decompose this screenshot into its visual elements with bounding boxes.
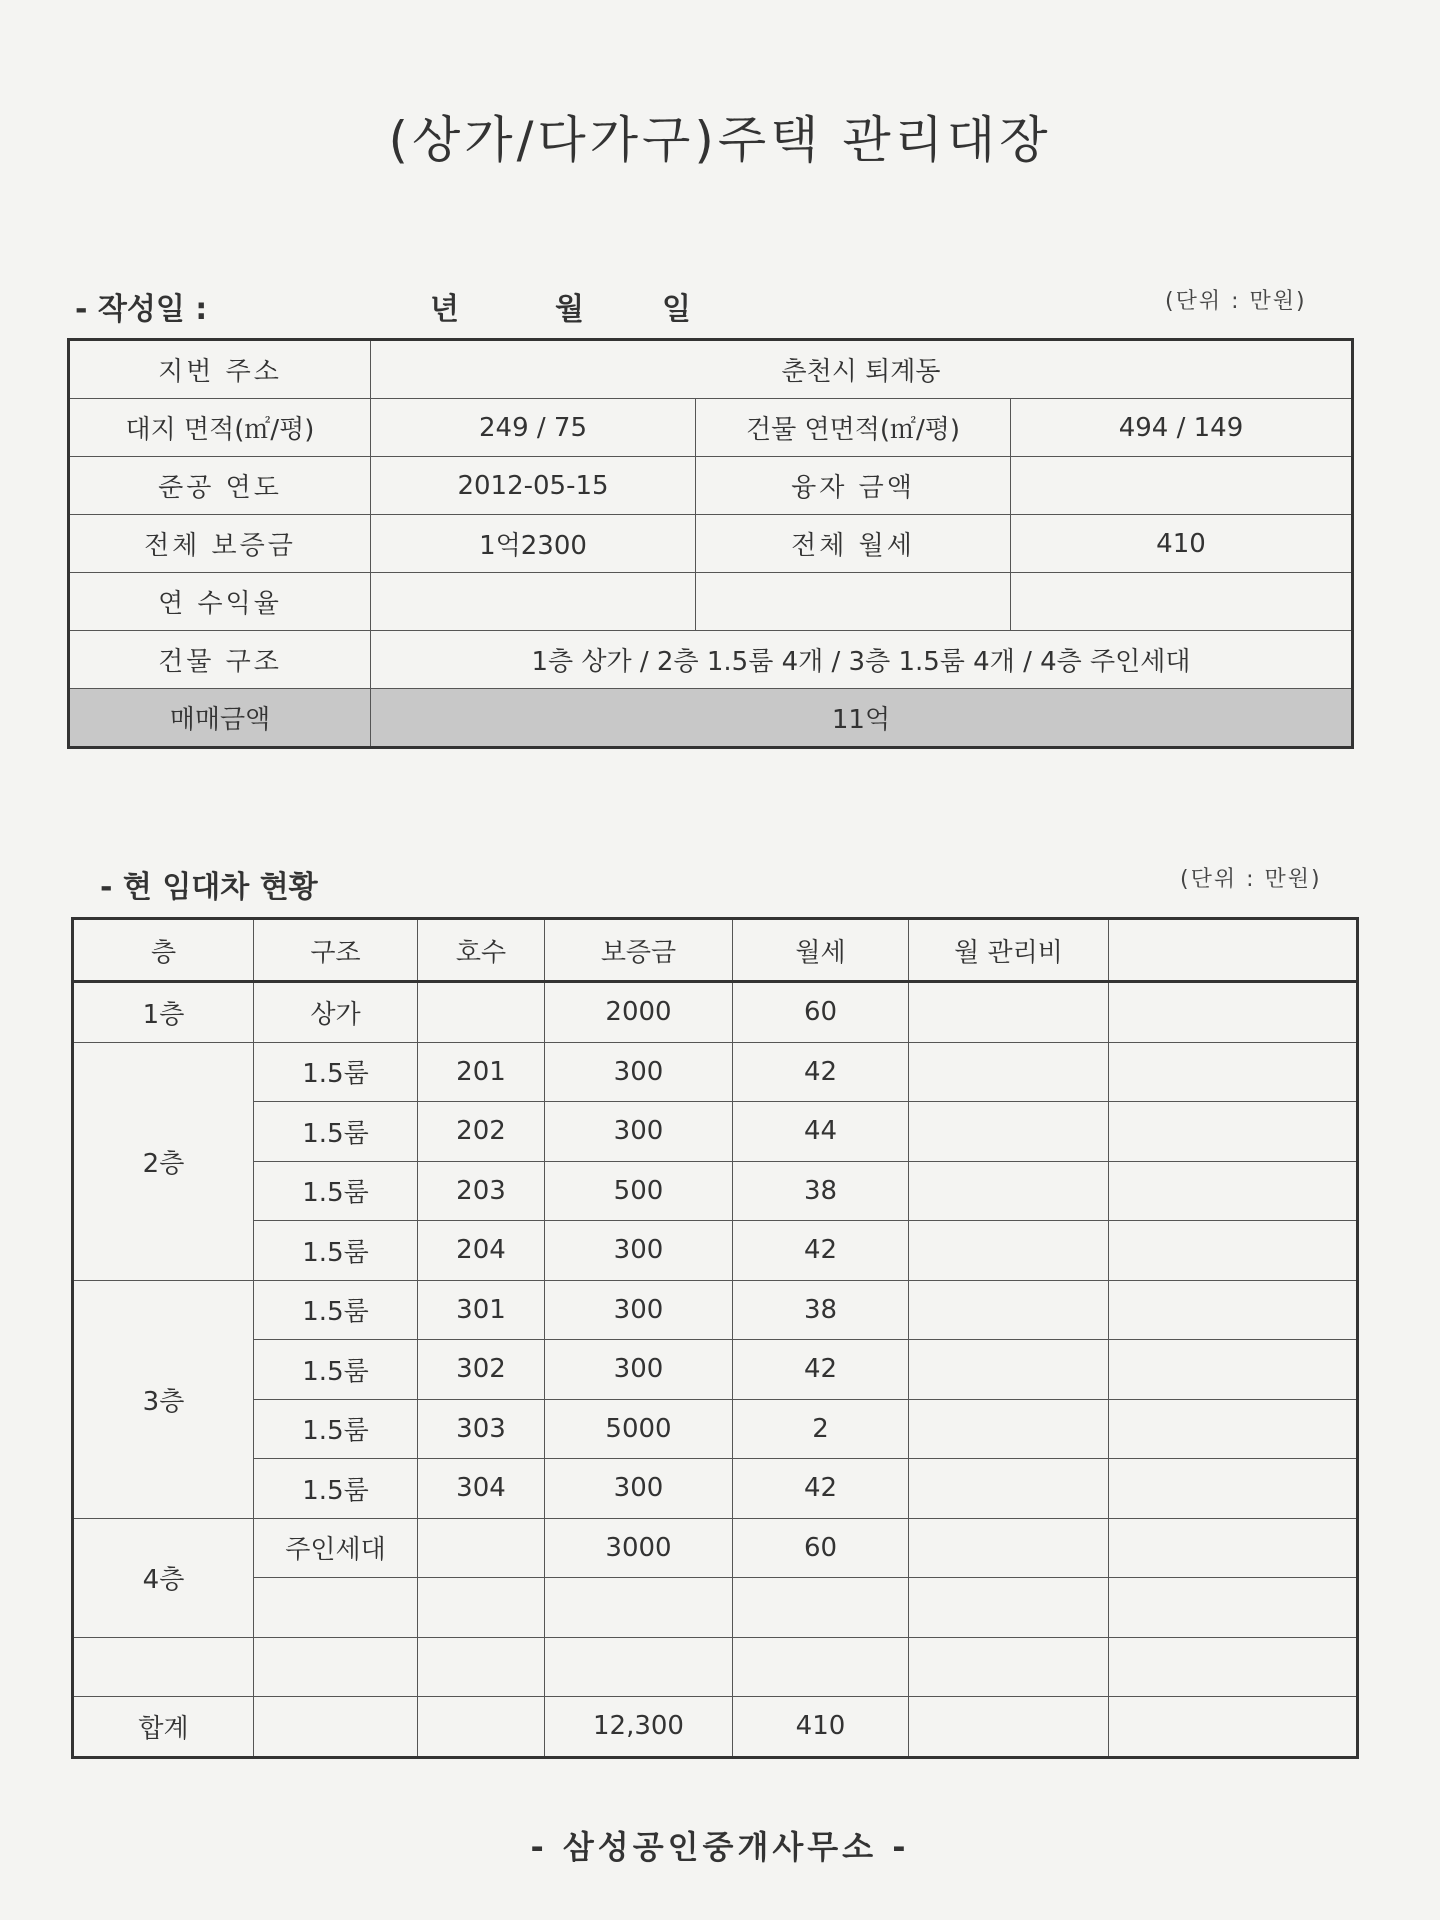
lease-section-label: - 현 임대차 현황 xyxy=(100,870,318,905)
maintenance-cell xyxy=(909,1102,1109,1162)
structure-cell: 1.5룸 xyxy=(254,1399,418,1459)
deposit-cell: 2000 xyxy=(545,982,733,1043)
total-row xyxy=(73,1697,1358,1758)
unit-label-top: (단위 : 만원) xyxy=(1165,289,1307,314)
unit-cell: 303 xyxy=(418,1399,545,1459)
table-row xyxy=(73,1221,1358,1281)
deposit-cell: 300 xyxy=(545,1221,733,1281)
floor-cell: 2층 xyxy=(73,1042,254,1280)
completion-value: 2012-05-15 xyxy=(371,457,696,515)
structure-cell xyxy=(254,1637,418,1697)
deposit-label: 전체 보증금 xyxy=(69,515,371,573)
maintenance-cell xyxy=(909,1578,1109,1638)
extra-cell xyxy=(1109,1399,1358,1459)
property-info-table xyxy=(67,338,1354,749)
structure-cell: 상가 xyxy=(254,982,418,1043)
unit-cell: 201 xyxy=(418,1042,545,1102)
maintenance-cell xyxy=(909,1399,1109,1459)
floor-area-value: 494 / 149 xyxy=(1011,399,1353,457)
floor-cell: 4층 xyxy=(73,1518,254,1637)
maintenance-cell xyxy=(909,1161,1109,1221)
office-name-footer: - 삼성공인중개사무소 - xyxy=(530,1828,910,1866)
maintenance-cell xyxy=(909,1221,1109,1281)
maintenance-cell xyxy=(909,1280,1109,1340)
extra-cell xyxy=(1109,1221,1358,1281)
unit-cell: 302 xyxy=(418,1340,545,1400)
deposit-cell xyxy=(545,1578,733,1638)
extra-cell xyxy=(1109,1102,1358,1162)
structure-cell: 1.5룸 xyxy=(254,1042,418,1102)
structure-cell: 1.5룸 xyxy=(254,1280,418,1340)
extra-cell xyxy=(1109,1697,1358,1758)
structure-cell: 주인세대 xyxy=(254,1518,418,1578)
header-deposit: 보증금 xyxy=(545,919,733,982)
maintenance-cell xyxy=(909,1697,1109,1758)
empty-cell xyxy=(1011,573,1353,631)
document-title: (상가/다가구)주택 관리대장 xyxy=(388,111,1052,169)
rent-cell xyxy=(733,1578,909,1638)
rent-cell: 42 xyxy=(733,1221,909,1281)
table-row xyxy=(73,1340,1358,1400)
table-row xyxy=(73,1161,1358,1221)
table-row xyxy=(73,1399,1358,1459)
deposit-cell: 300 xyxy=(545,1280,733,1340)
structure-cell: 1.5룸 xyxy=(254,1161,418,1221)
unit-cell xyxy=(418,1697,545,1758)
deposit-cell: 300 xyxy=(545,1102,733,1162)
unit-cell xyxy=(418,982,545,1043)
rent-cell: 42 xyxy=(733,1340,909,1400)
structure-cell: 1.5룸 xyxy=(254,1221,418,1281)
deposit-cell: 5000 xyxy=(545,1399,733,1459)
written-date-month: 월 xyxy=(555,292,584,327)
maintenance-cell xyxy=(909,1518,1109,1578)
written-date-label: - 작성일 : xyxy=(75,292,208,327)
extra-cell xyxy=(1109,1637,1358,1697)
unit-cell: 304 xyxy=(418,1459,545,1519)
table-row xyxy=(73,1102,1358,1162)
unit-cell: 204 xyxy=(418,1221,545,1281)
header-unit: 호수 xyxy=(418,919,545,982)
floor-cell: 1층 xyxy=(73,982,254,1043)
floor-area-label: 건물 연면적(㎡/평) xyxy=(696,399,1011,457)
extra-cell xyxy=(1109,1042,1358,1102)
table-row xyxy=(73,982,1358,1043)
written-date-day: 일 xyxy=(662,292,691,327)
structure-cell: 1.5룸 xyxy=(254,1102,418,1162)
empty-cell xyxy=(696,573,1011,631)
extra-cell xyxy=(1109,982,1358,1043)
extra-cell xyxy=(1109,1518,1358,1578)
yield-label: 연 수익율 xyxy=(69,573,371,631)
structure-value: 1층 상가 / 2층 1.5룸 4개 / 3층 1.5룸 4개 / 4층 주인세대 xyxy=(371,631,1353,689)
maintenance-cell xyxy=(909,982,1109,1043)
deposit-cell: 3000 xyxy=(545,1518,733,1578)
yield-value xyxy=(371,573,696,631)
floor-cell xyxy=(73,1637,254,1697)
maintenance-cell xyxy=(909,1459,1109,1519)
table-row xyxy=(73,1042,1358,1102)
maintenance-cell xyxy=(909,1042,1109,1102)
rent-cell: 38 xyxy=(733,1280,909,1340)
price-label: 매매금액 xyxy=(69,689,371,748)
land-area-label: 대지 면적(㎡/평) xyxy=(69,399,371,457)
rent-value: 410 xyxy=(1011,515,1353,573)
maintenance-cell xyxy=(909,1340,1109,1400)
table-row xyxy=(73,1459,1358,1519)
header-rent: 월세 xyxy=(733,919,909,982)
table-row xyxy=(73,1280,1358,1340)
unit-label-lease: (단위 : 만원) xyxy=(1180,867,1322,892)
unit-cell xyxy=(418,1637,545,1697)
structure-cell xyxy=(254,1578,418,1638)
rent-cell: 2 xyxy=(733,1399,909,1459)
header-extra xyxy=(1109,919,1358,982)
rent-cell xyxy=(733,1637,909,1697)
unit-cell: 202 xyxy=(418,1102,545,1162)
total-deposit: 12,300 xyxy=(545,1697,733,1758)
header-structure: 구조 xyxy=(254,919,418,982)
total-rent: 410 xyxy=(733,1697,909,1758)
table-row xyxy=(73,1637,1358,1697)
unit-cell xyxy=(418,1578,545,1638)
rent-cell: 60 xyxy=(733,982,909,1043)
header-floor: 층 xyxy=(73,919,254,982)
extra-cell xyxy=(1109,1578,1358,1638)
price-value: 11억 xyxy=(371,689,1353,748)
structure-cell: 1.5룸 xyxy=(254,1340,418,1400)
deposit-cell: 300 xyxy=(545,1459,733,1519)
deposit-cell xyxy=(545,1637,733,1697)
extra-cell xyxy=(1109,1161,1358,1221)
deposit-cell: 300 xyxy=(545,1042,733,1102)
lease-status-table xyxy=(71,917,1359,1759)
rent-label: 전체 월세 xyxy=(696,515,1011,573)
completion-label: 준공 연도 xyxy=(69,457,371,515)
structure-cell: 1.5룸 xyxy=(254,1459,418,1519)
loan-label: 융자 금액 xyxy=(696,457,1011,515)
rent-cell: 60 xyxy=(733,1518,909,1578)
extra-cell xyxy=(1109,1280,1358,1340)
structure-cell xyxy=(254,1697,418,1758)
rent-cell: 42 xyxy=(733,1042,909,1102)
deposit-cell: 500 xyxy=(545,1161,733,1221)
address-label: 지번 주소 xyxy=(69,340,371,399)
unit-cell: 301 xyxy=(418,1280,545,1340)
table-row xyxy=(73,1578,1358,1638)
unit-cell: 203 xyxy=(418,1161,545,1221)
rent-cell: 42 xyxy=(733,1459,909,1519)
header-maintenance: 월 관리비 xyxy=(909,919,1109,982)
table-header-row xyxy=(73,919,1358,982)
rent-cell: 44 xyxy=(733,1102,909,1162)
unit-cell xyxy=(418,1518,545,1578)
loan-value xyxy=(1011,457,1353,515)
table-row xyxy=(73,1518,1358,1578)
deposit-value: 1억2300 xyxy=(371,515,696,573)
land-area-value: 249 / 75 xyxy=(371,399,696,457)
total-label: 합계 xyxy=(73,1697,254,1758)
extra-cell xyxy=(1109,1340,1358,1400)
maintenance-cell xyxy=(909,1637,1109,1697)
written-date-year: 년 xyxy=(430,292,459,327)
deposit-cell: 300 xyxy=(545,1340,733,1400)
structure-label: 건물 구조 xyxy=(69,631,371,689)
floor-cell: 3층 xyxy=(73,1280,254,1518)
rent-cell: 38 xyxy=(733,1161,909,1221)
extra-cell xyxy=(1109,1459,1358,1519)
address-value: 춘천시 퇴계동 xyxy=(371,340,1353,399)
